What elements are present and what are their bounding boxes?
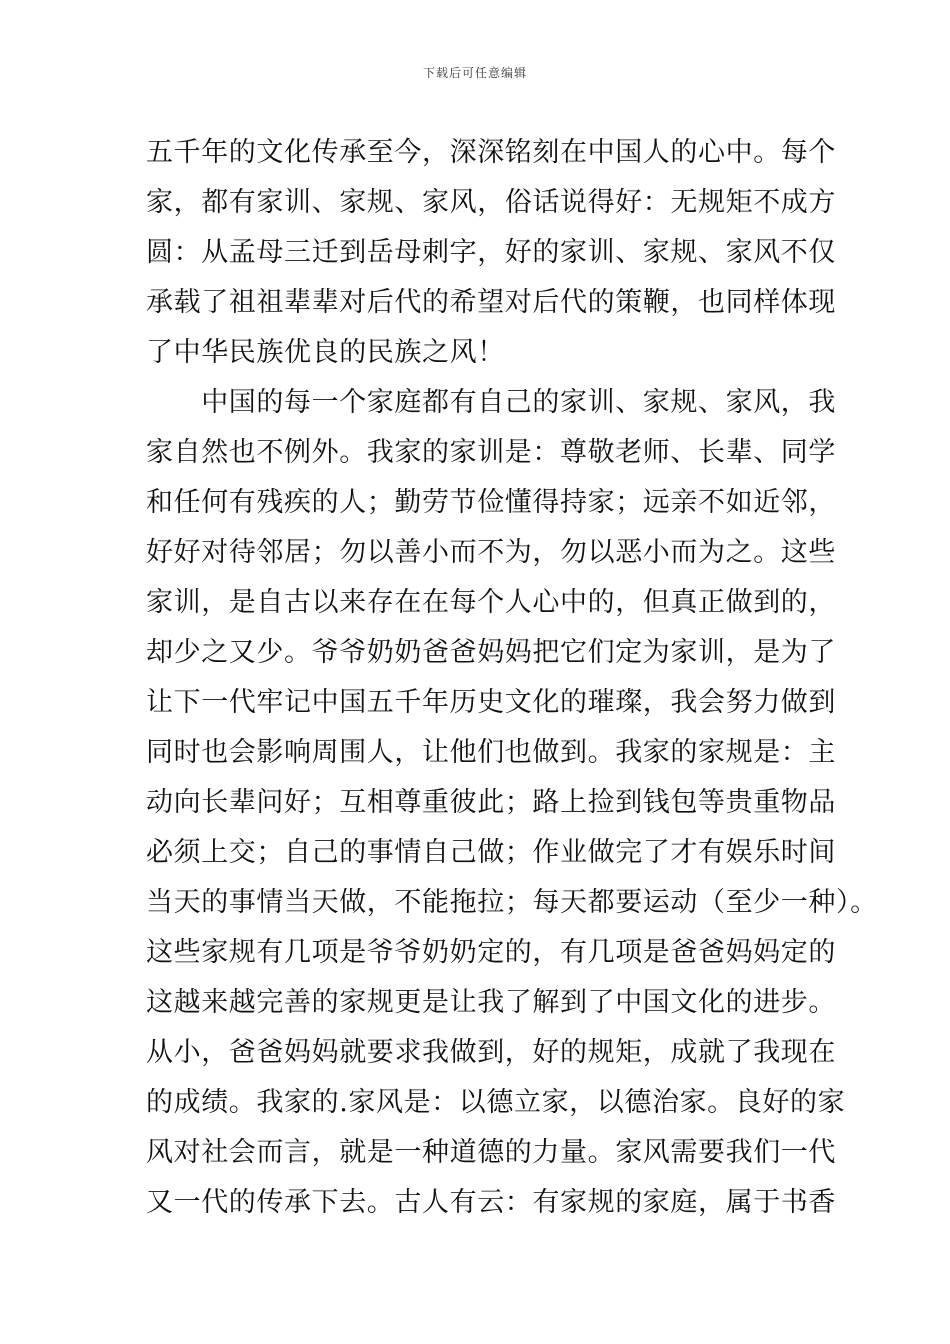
text-line: 从小，爸爸妈妈就要求我做到，好的规矩，成就了我现在	[146, 1037, 836, 1068]
text-line: 这越来越完善的家规更是让我了解到了中国文化的进步。	[146, 987, 836, 1018]
text-line: 让下一代牢记中国五千年历史文化的璀璨，我会努力做到	[146, 687, 836, 718]
text-line: 五千年的文化传承至今，深深铭刻在中国人的心中。每个	[146, 137, 836, 168]
text-line: 风对社会而言，就是一种道德的力量。家风需要我们一代	[146, 1137, 836, 1168]
text-line: 好好对待邻居；勿以善小而不为，勿以恶小而为之。这些	[146, 537, 836, 568]
text-line: 同时也会影响周围人，让他们也做到。我家的家规是：主	[146, 737, 836, 768]
text-line: 又一代的传承下去。古人有云：有家规的家庭，属于书香	[146, 1187, 836, 1218]
text-line: 的成绩。我家的.家风是：以德立家，以德治家。良好的家	[146, 1087, 846, 1118]
text-line: 了中华民族优良的民族之风！	[146, 337, 505, 368]
text-line: 承载了祖祖辈辈对后代的希望对后代的策鞭，也同样体现	[146, 287, 836, 318]
text-line: 家自然也不例外。我家的家训是：尊敬老师、长辈、同学	[146, 437, 836, 468]
text-line: 却少之又少。爷爷奶奶爸爸妈妈把它们定为家训，是为了	[146, 637, 836, 668]
text-line: 中国的每一个家庭都有自己的家训、家规、家风，我	[146, 387, 836, 418]
text-line: 家训，是自古以来存在在每个人心中的，但真正做到的，	[146, 587, 836, 618]
text-line: 圆：从孟母三迁到岳母刺字，好的家训、家规、家风不仅	[146, 237, 836, 268]
body-text	[146, 128, 878, 1228]
text-line: 当天的事情当天做，不能拖拉；每天都要运动（至少一种）。	[146, 887, 878, 918]
text-line: 动向长辈问好；互相尊重彼此；路上捡到钱包等贵重物品	[146, 787, 836, 818]
text-line: 必须上交；自己的事情自己做；作业做完了才有娱乐时间	[146, 837, 836, 868]
text-line: 这些家规有几项是爷爷奶奶定的，有几项是爸爸妈妈定的	[146, 937, 836, 968]
text-line: 和任何有残疾的人；勤劳节俭懂得持家；远亲不如近邻，	[146, 487, 836, 518]
page-header: 下载后可任意编辑	[422, 66, 527, 80]
text-line: 家，都有家训、家规、家风，俗话说得好：无规矩不成方	[146, 187, 836, 218]
